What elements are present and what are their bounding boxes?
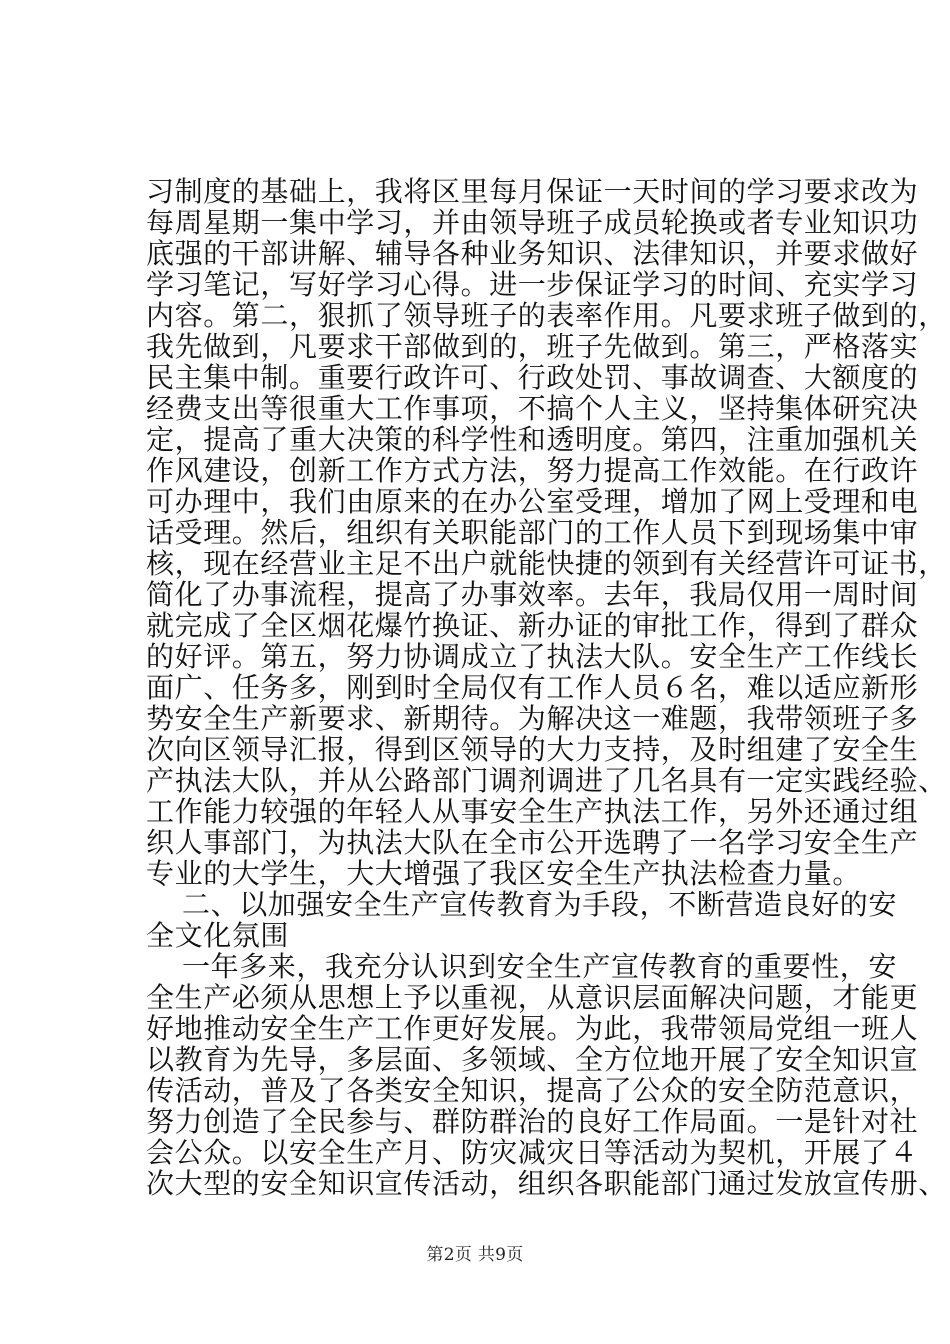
text-line: 底强的干部讲解、辅导各种业务知识、法律知识，并要求做好: [146, 237, 919, 270]
text-line: 全生产必须从思想上予以重视，从意识层面解决问题，才能更: [146, 981, 919, 1014]
text-line: 定，提高了重大决策的科学性和透明度。第四，注重加强机关: [146, 423, 919, 456]
text-line: 面广、任务多，刚到时全局仅有工作人员６名，难以适应新形: [146, 671, 919, 704]
text-line: 工作能力较强的年轻人从事安全生产执法工作，另外还通过组: [146, 795, 919, 828]
text-line: 就完成了全区烟花爆竹换证、新办证的审批工作，得到了群众: [146, 609, 919, 642]
text-line: 简化了办事流程，提高了办事效率。去年，我局仅用一周时间: [146, 578, 919, 611]
text-line: 会公众。以安全生产月、防灾减灾日等活动为契机，开展了４: [146, 1136, 919, 1169]
text-line: 专业的大学生，大大增强了我区安全生产执法检查力量。: [146, 857, 862, 890]
text-line: 的好评。第五，努力协调成立了执法大队。安全生产工作线长: [146, 640, 919, 673]
text-line: 好地推动安全生产工作更好发展。为此，我带领局党组一班人: [146, 1012, 919, 1045]
text-line: 以教育为先导，多层面、多领域、全方位地开展了安全知识宣: [146, 1043, 919, 1076]
text-line: 势安全生产新要求、新期待。为解决这一难题，我带领班子多: [146, 702, 919, 735]
text-line: 内容。第二，狠抓了领导班子的表率作用。凡要求班子做到的，: [146, 299, 947, 332]
text-line: 努力创造了全民参与、群防群治的良好工作局面。一是针对社: [146, 1105, 919, 1138]
text-line: 作风建设，创新工作方式方法，努力提高工作效能。在行政许: [146, 454, 919, 487]
section-heading: 二、以加强安全生产宣传教育为手段，不断营造良好的安: [182, 888, 898, 921]
text-line: 每周星期一集中学习，并由领导班子成员轮换或者专业知识功: [146, 206, 919, 239]
text-line: 经费支出等很重大工作事项，不搞个人主义，坚持集体研究决: [146, 392, 919, 425]
text-line: 学习笔记，写好学习心得。进一步保证学习的时间、充实学习: [146, 268, 919, 301]
page-number-footer: 第2页 共9页: [426, 1245, 524, 1265]
text-line: 传活动，普及了各类安全知识，提高了公众的安全防范意识，: [146, 1074, 919, 1107]
text-line: 次向区领导汇报，得到区领导的大力支持，及时组建了安全生: [146, 733, 919, 766]
section-heading-continued: 全文化氛围: [146, 919, 290, 952]
text-line: 一年多来，我充分认识到安全生产宣传教育的重要性，安: [182, 950, 898, 983]
text-line: 可办理中，我们由原来的在办公室受理，增加了网上受理和电: [146, 485, 919, 518]
text-line: 话受理。然后，组织有关职能部门的工作人员下到现场集中审: [146, 516, 919, 549]
text-line: 我先做到，凡要求干部做到的，班子先做到。第三，严格落实: [146, 330, 919, 363]
text-line: 民主集中制。重要行政许可、行政处罚、事故调查、大额度的: [146, 361, 919, 394]
text-line: 织人事部门，为执法大队在全市公开选聘了一名学习安全生产: [146, 826, 919, 859]
text-line: 核，现在经营业主足不出户就能快捷的领到有关经营许可证书，: [146, 547, 947, 580]
text-line: 次大型的安全知识宣传活动，组织各职能部门通过发放宣传册、: [146, 1167, 947, 1200]
text-line: 习制度的基础上，我将区里每月保证一天时间的学习要求改为: [146, 175, 919, 208]
text-line: 产执法大队，并从公路部门调剂调进了几名具有一定实践经验、: [146, 764, 947, 797]
body-text: [146, 175, 947, 1200]
